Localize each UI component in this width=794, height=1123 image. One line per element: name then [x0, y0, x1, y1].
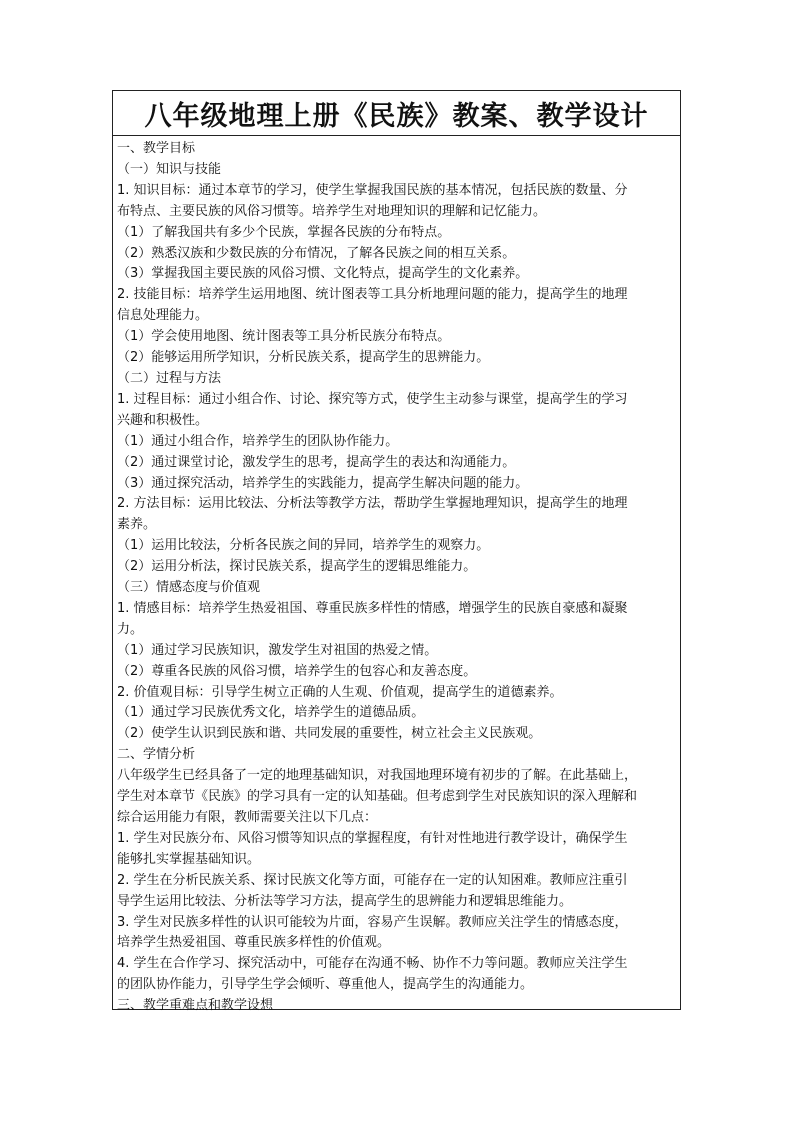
content-cell: [113, 136, 680, 1017]
text-line: 能够扎实掌握基础知识。: [117, 851, 261, 867]
text-line: 力。: [117, 621, 144, 637]
text-line: 八年级学生已经具备了一定的地理基础知识，对我国地理环境有初步的了解。在此基础上，: [117, 768, 638, 784]
text-line: （2）通过课堂讨论，激发学生的思考，提高学生的表达和沟通能力。: [117, 454, 516, 470]
text-line: 一、教学目标: [117, 141, 196, 156]
text-line: 3. 学生对民族多样性的认识可能较为片面，容易产生误解。教师应关注学生的情感态度，: [117, 914, 628, 930]
text-line: （2）尊重各民族的风俗习惯，培养学生的包容心和友善态度。: [117, 663, 477, 679]
text-line: （1）了解我国共有多少个民族，掌握各民族的分布特点。: [117, 224, 451, 240]
text-line: 导学生运用比较法、分析法等学习方法，提高学生的思辨能力和逻辑思维能力。: [117, 893, 573, 909]
text-line: （2）熟悉汉族和少数民族的分布情况，了解各民族之间的相互关系。: [117, 245, 516, 261]
text-line: （三）情感态度与价值观: [117, 580, 261, 596]
text-line: 1. 知识目标：通过本章节的学习，使学生掌握我国民族的基本情况，包括民族的数量、分: [117, 182, 628, 198]
text-line: （1）通过学习民族知识，激发学生对祖国的热爱之情。: [117, 642, 438, 658]
text-line: 1. 情感目标：培养学生热爱祖国、尊重民族多样性的情感，增强学生的民族自豪感和凝聚: [117, 600, 628, 616]
text-line: 学生对本章节《民族》的学习具有一定的认知基础。但考虑到学生对民族知识的深入理解和: [117, 789, 638, 805]
text-line: 二、学情分析: [117, 747, 196, 763]
text-line: 兴趣和积极性。: [117, 412, 209, 428]
text-line: （2）使学生认识到民族和谐、共同发展的重要性，树立社会主义民族观。: [117, 726, 542, 742]
text-line: 信息处理能力。: [117, 308, 209, 324]
text-line: 素养。: [117, 517, 157, 533]
text-line: （1）运用比较法，分析各民族之间的异同，培养学生的观察力。: [117, 538, 490, 554]
page-title: 八年级地理上册《民族》教案、教学设计: [144, 100, 649, 132]
text-line: （2）能够运用所学知识，分析民族关系，提高学生的思辨能力。: [117, 350, 490, 366]
text-line: 布特点、主要民族的风俗习惯等。培养学生对地理知识的理解和记忆能力。: [117, 203, 547, 219]
document-table: [112, 90, 681, 1014]
text-line: 1. 过程目标：通过小组合作、讨论、探究等方式，使学生主动参与课堂，提高学生的学习: [117, 391, 628, 407]
text-line: 培养学生热爱祖国、尊重民族多样性的价值观。: [117, 935, 391, 951]
text-line: （二）过程与方法: [117, 370, 222, 386]
text-line: （2）运用分析法，探讨民族关系，提高学生的逻辑思维能力。: [117, 559, 477, 575]
text-line: （1）通过学习民族优秀文化，培养学生的道德品质。: [117, 705, 425, 721]
title-cell: [113, 91, 680, 136]
text-line: （1）学会使用地图、统计图表等工具分析民族分布特点。: [117, 329, 451, 345]
text-line: 2. 技能目标：培养学生运用地图、统计图表等工具分析地理问题的能力，提高学生的地理: [117, 287, 628, 303]
text-line: 2. 方法目标：运用比较法、分析法等教学方法，帮助学生掌握地理知识，提高学生的地理: [117, 496, 628, 512]
text-line: 4. 学生在合作学习、探究活动中，可能存在沟通不畅、协作不力等问题。教师应关注学生: [117, 956, 628, 972]
text-line: （一）知识与技能: [117, 161, 222, 177]
text-line: 2. 价值观目标：引导学生树立正确的人生观、价值观，提高学生的道德素养。: [117, 684, 563, 700]
text-line: 三、教学重难点和教学设想: [117, 998, 274, 1014]
text-line: 的团队协作能力，引导学生学会倾听、尊重他人，提高学生的沟通能力。: [117, 977, 534, 993]
text-line: （1）通过小组合作，培养学生的团队协作能力。: [117, 433, 399, 449]
text-line: 2. 学生在分析民族关系、探讨民族文化等方面，可能存在一定的认知困难。教师应注重引: [117, 872, 628, 888]
text-line: 综合运用能力有限，教师需要关注以下几点：: [117, 810, 378, 825]
text-line: （3）掌握我国主要民族的风俗习惯、文化特点，提高学生的文化素养。: [117, 266, 529, 282]
text-line: （3）通过探究活动，培养学生的实践能力，提高学生解决问题的能力。: [117, 475, 529, 491]
text-line: 1. 学生对民族分布、风俗习惯等知识点的掌握程度，有针对性地进行教学设计，确保学生: [117, 830, 628, 846]
